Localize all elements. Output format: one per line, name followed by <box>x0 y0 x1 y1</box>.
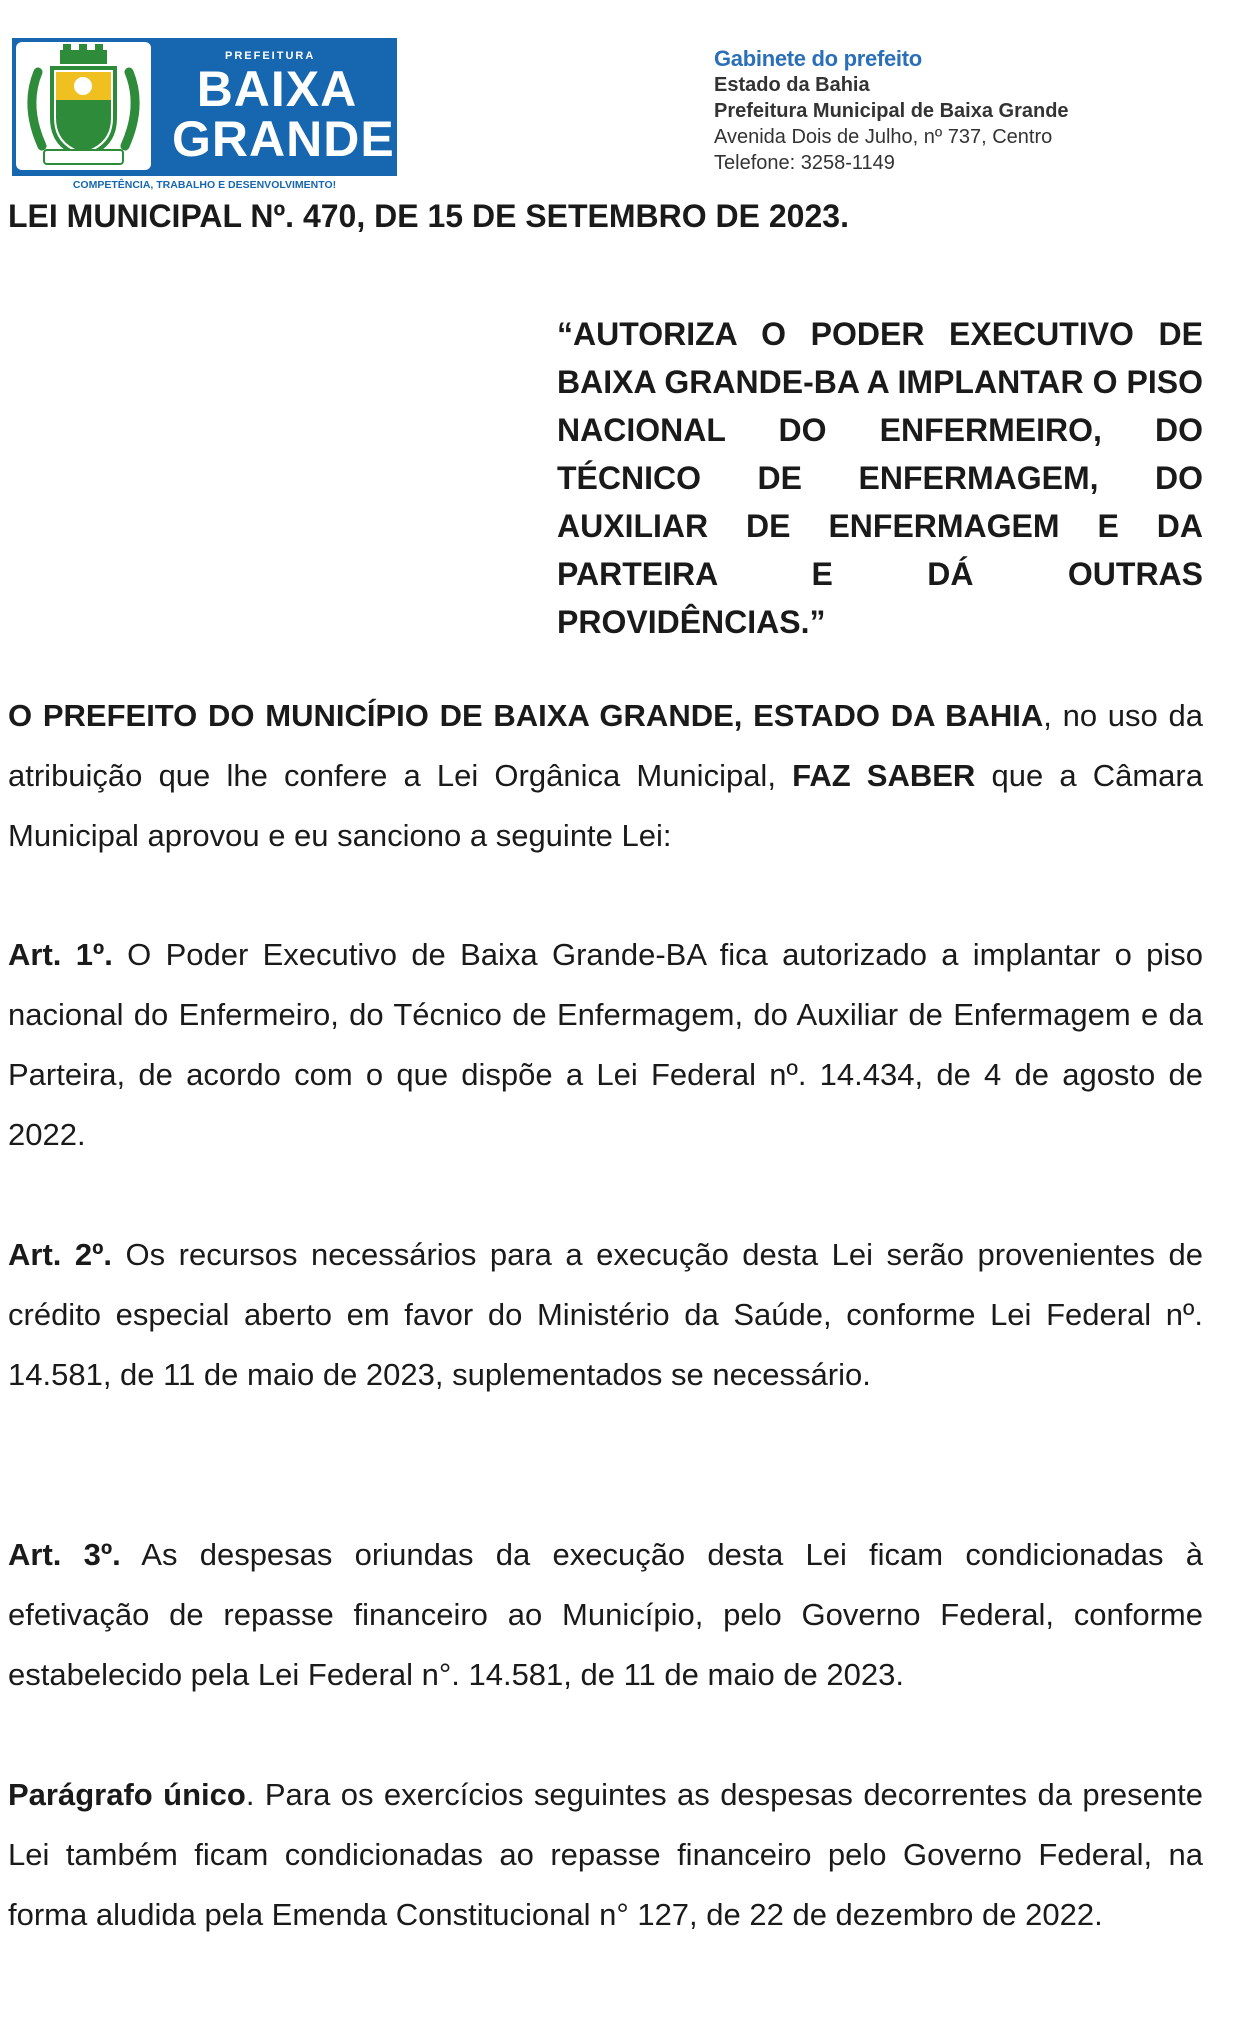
office-phone: Telefone: 3258-1149 <box>714 152 895 174</box>
letterhead <box>12 38 1228 193</box>
office-title: Gabinete do prefeito <box>714 46 922 71</box>
office-state: Estado da Bahia <box>714 74 870 96</box>
logo-baixa-text: BAIXA <box>196 61 358 117</box>
office-info <box>714 46 1228 176</box>
law-title: LEI MUNICIPAL Nº. 470, DE 15 DE SETEMBRO DE 2023. <box>8 198 849 234</box>
article-2 <box>8 1225 1203 1405</box>
office-address: Avenida Dois de Julho, nº 737, Centro <box>714 126 1053 148</box>
logo-slogan: COMPETÊNCIA, TRABALHO E DESENVOLVIMENTO! <box>72 179 337 191</box>
article-1-label: Art. 1º. <box>8 937 113 972</box>
article-1 <box>8 925 1203 1165</box>
article-2-label: Art. 2º. <box>8 1237 113 1272</box>
preamble-lead: O PREFEITO DO MUNICÍPIO DE BAIXA GRANDE, ESTADO DA BAHIA <box>8 698 1044 733</box>
logo-prefeitura-text: PREFEITURA <box>225 50 316 62</box>
paragrafo-unico-text: . Para os exercícios seguintes as despesas decorrentes da presente Lei também ficam condicionadas ao repasse financeiro pelo Governo Federal, na forma aludida pela Emenda Constitucional n° 127, de 22 de dezembro de 2022. <box>8 1777 1203 1932</box>
municipality-logo <box>12 38 397 193</box>
logo-grande-text: GRANDE <box>172 111 395 167</box>
paragrafo-unico <box>8 1765 1203 1945</box>
preamble-text-1: , no uso da atribuição que lhe confere a Lei Orgânica Municipal, <box>8 698 1203 793</box>
preamble-text-2: que a Câmara Municipal aprovou e eu sanciono a seguinte Lei: <box>8 758 1203 853</box>
article-2-text: Os recursos necessários para a execução desta Lei serão provenientes de crédito especial aberto em favor do Ministério da Saúde, conforme Lei Federal nº. 14.581, de 11 de maio de 2023, suplementados se necessário. <box>8 1237 1203 1392</box>
preamble-faz-saber: FAZ SABER <box>792 758 976 793</box>
article-3-label: Art. 3º. <box>8 1537 121 1572</box>
law-ementa: “AUTORIZA O PODER EXECUTIVO DE BAIXA GRANDE-BA A IMPLANTAR O PISO NACIONAL DO ENFERMEIRO, DO TÉCNICO DE ENFERMAGEM, DO AUXILIAR DE ENFERMAGEM E DA PARTEIRA E DÁ OUTRAS PROVIDÊNCIAS.” <box>557 316 1203 640</box>
article-3 <box>8 1525 1203 1705</box>
article-3-text: As despesas oriundas da execução desta Lei ficam condicionadas à efetivação de repasse financeiro ao Município, pelo Governo Federal, conforme estabelecido pela Lei Federal n°. 14.581, de 11 de maio de 2023. <box>8 1537 1203 1692</box>
preamble <box>8 686 1203 866</box>
paragrafo-unico-label: Parágrafo único <box>8 1777 246 1812</box>
office-municipality: Prefeitura Municipal de Baixa Grande <box>714 100 1069 122</box>
article-1-text: O Poder Executivo de Baixa Grande-BA fica autorizado a implantar o piso nacional do Enfermeiro, do Técnico de Enfermagem, do Auxiliar de Enfermagem e da Parteira, de acordo com o que dispõe a Lei Federal nº. 14.434, de 4 de agosto de 2022. <box>8 937 1203 1152</box>
coat-of-arms-icon <box>16 42 151 170</box>
